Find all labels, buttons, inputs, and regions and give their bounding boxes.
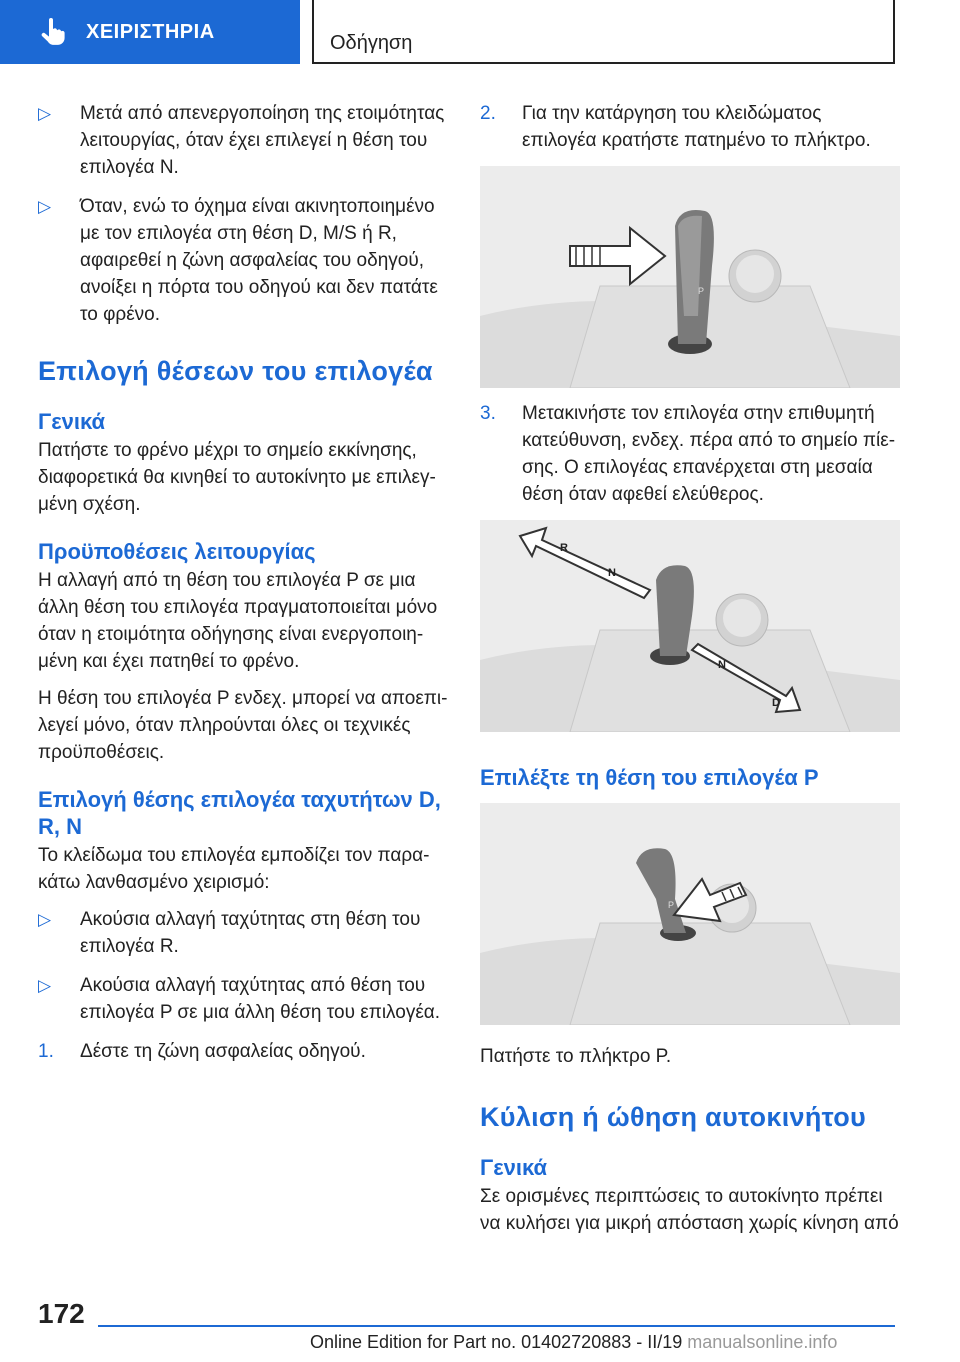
r-label: R (560, 542, 568, 554)
paragraph-press-p: Πατήστε το πλήκτρο P. (480, 1046, 672, 1067)
paragraph-dnr: Το κλείδωμα του επιλογέα εμποδίζει τον παρα‐κάτω λανθασμένο χειρισμό: (38, 845, 430, 893)
step-text: Μετακινήστε τον επιλογέα στην επιθυμητή κατεύθυνση, ενδεχ. πέρα από το σημείο πίε‐σης. Ο επιλογέας επανέρχεται στη μεσαία θέση όταν αφεθεί ελεύθερος. (522, 403, 896, 505)
triangle-bullet-icon: ▷ (38, 910, 52, 929)
figure-unlock-button (480, 166, 900, 388)
triangle-bullet-icon: ▷ (38, 104, 52, 123)
paragraph-prereq-2: Η θέση του επιλογέα P ενδεχ. μπορεί να αποεπι‐λεγεί μόνο, όταν πληρούνται όλες οι τεχνικές προϋποθέσεις. (38, 688, 448, 763)
bullet-text: Μετά από απενεργοποίηση της ετοιμότητας λειτουργίας, όταν έχει επιλεγεί η θέση του επιλογέα N. (80, 103, 445, 178)
step-item (38, 1038, 448, 1065)
step-number: 3. (480, 403, 496, 424)
paragraph-general: Πατήστε το φρένο μέχρι το σημείο εκκίνησης, διαφορετικά θα κινηθεί το αυτοκίνητο με επιλεγ‐μένη σχέση. (38, 440, 436, 515)
heading-general: Γενικά (480, 1155, 548, 1180)
direction-illustration (480, 520, 900, 732)
figure-directions (480, 520, 900, 732)
step-text: Δέστε τη ζώνη ασφαλείας οδηγού. (80, 1041, 366, 1062)
triangle-bullet-icon: ▷ (38, 197, 52, 216)
heading-roll-push: Κύλιση ή ώθηση αυτοκινήτου (480, 1102, 867, 1132)
heading-prerequisites: Προϋποθέσεις λειτουργίας (38, 539, 316, 564)
p-button-illustration (480, 803, 900, 1025)
bullet-item (38, 906, 448, 960)
heading-general: Γενικά (38, 409, 106, 434)
paragraph-prereq-1: Η αλλαγή από τη θέση του επιλογέα P σε μια άλλη θέση του επιλογέα πραγματοποιείται μόνο όταν η ετοιμότητα οδήγησης είναι ενεργοποιη‐μένη και έχει πατηθεί το φρένο. (38, 570, 438, 672)
hand-pointer-icon (38, 17, 68, 47)
d-label: D (772, 697, 780, 709)
bullet-text: Ακούσια αλλαγή ταχύτητας από θέση του επιλογέα P σε μια άλλη θέση του επιλογέα. (80, 975, 441, 1023)
heading-select-positions: Επιλογή θέσεων του επιλογέα (38, 356, 433, 386)
paragraph-roll: Σε ορισμένες περιπτώσεις το αυτοκίνητο πρέπει να κυλήσει για μικρή απόσταση χωρίς κίνηση από (480, 1186, 899, 1234)
step-item (480, 100, 900, 154)
p-key-label: P (698, 286, 705, 296)
p-key-label: P (668, 900, 675, 910)
footer-edition (310, 1332, 837, 1353)
chapter-box (312, 0, 895, 64)
bullet-item (38, 972, 448, 1026)
page-header (0, 0, 960, 66)
heading-select-p: Επιλέξτε τη θέση του επιλογέα P (480, 765, 819, 790)
selector-illustration (480, 166, 900, 388)
site-watermark: manualsonline.info (687, 1332, 838, 1352)
right-column (480, 100, 900, 1247)
edition-text: Online Edition for Part no. 01402720883 - II/19 (310, 1332, 683, 1352)
bullet-item (38, 193, 448, 328)
figure-press-p (480, 803, 900, 1025)
bullet-text: Όταν, ενώ το όχημα είναι ακινητοποιημένο με τον επιλογέα στη θέση D, M/S ή R, αφαιρεθεί η ζώνη ασφαλείας του οδηγού, ανοίξει η πόρτα του οδηγού και δεν πατάτε το φρένο. (80, 196, 438, 325)
bullet-text: Ακούσια αλλαγή ταχύτητας στη θέση του επιλογέα R. (80, 909, 421, 957)
n-up-label: N (608, 567, 616, 579)
left-column (38, 100, 448, 1077)
step-item (480, 400, 900, 508)
step-text: Για την κατάργηση του κλειδώματος επιλογέα κρατήστε πατημένο το πλήκτρο. (522, 103, 871, 151)
page-number: 172 (38, 1298, 85, 1329)
footer-divider (98, 1325, 895, 1327)
n-down-label: N (718, 659, 726, 671)
chapter-title: Οδήγηση (330, 32, 413, 54)
triangle-bullet-icon: ▷ (38, 976, 52, 995)
section-tab[interactable] (0, 0, 300, 64)
bullet-item (38, 100, 448, 181)
section-title: ΧΕΙΡΙΣΤΗΡΙΑ (86, 20, 215, 43)
heading-select-dnr: Επιλογή θέσης επιλογέα ταχυτήτων D, R, N (38, 787, 441, 839)
step-number: 1. (38, 1041, 54, 1062)
step-number: 2. (480, 103, 496, 124)
